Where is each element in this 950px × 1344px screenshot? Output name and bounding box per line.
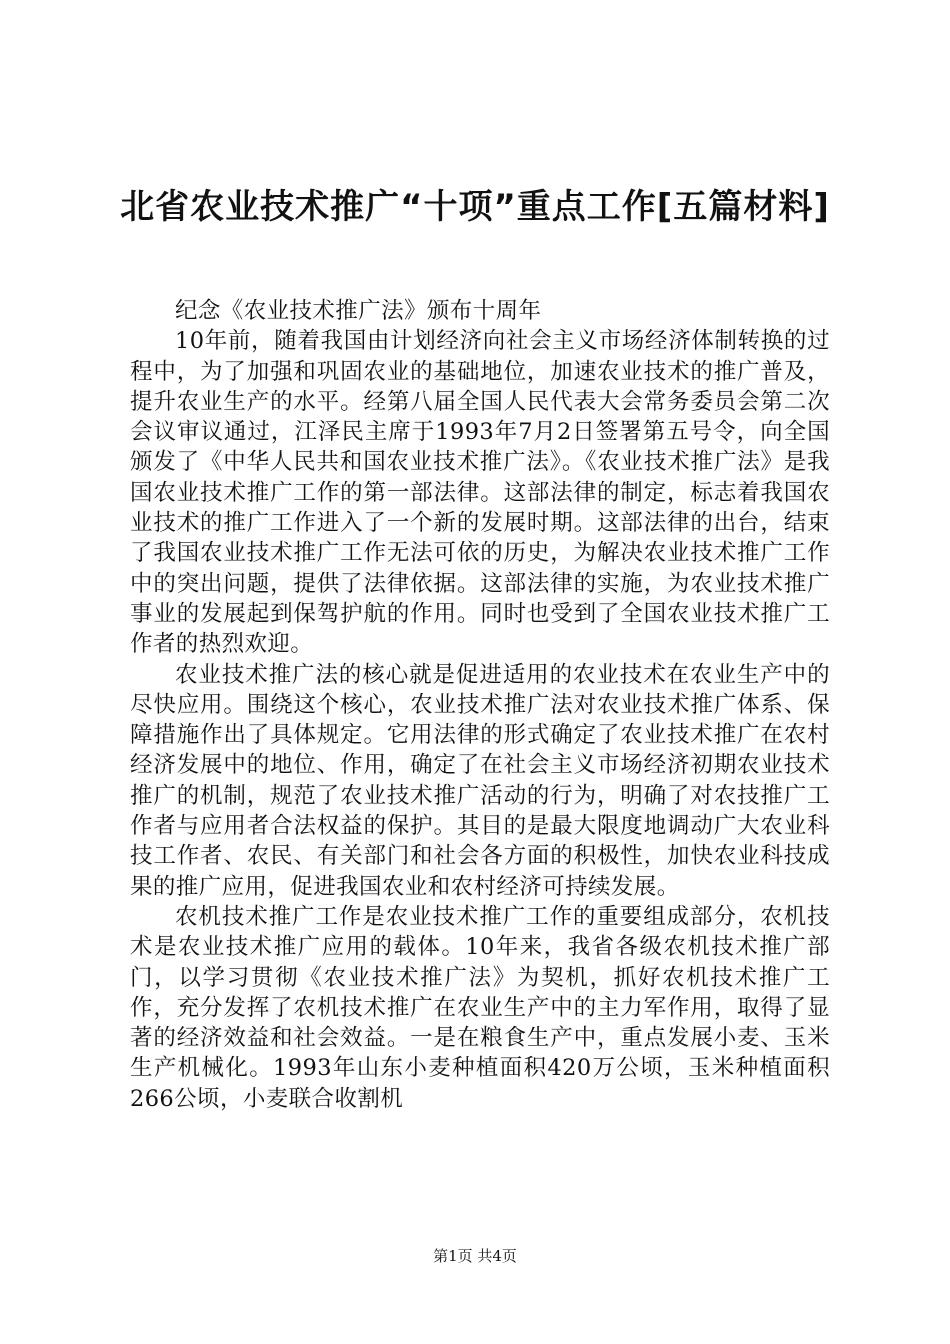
paragraph: 农业技术推广法的核心就是促进适用的农业技术在农业生产中的尽快应用。围绕这个核心，农业技术推广法对农业技术推广体系、保障措施作出了具体规定。它用法律的形式确定了农业技术推广在农村经济发展中的地位、作用，确定了在社会主义市场经济初期农业技术推广的机制，规范了农业技术推广活动的行为，明确了对农技推广工作者与应用者合法权益的保护。其目的是最大限度地调动广大农业科技工作者、农民、有关部门和社会各方面的积极性，加快农业科技成果的推广应用，促进我国农业和农村经济可持续发展。 [130,661,830,900]
paragraph: 农机技术推广工作是农业技术推广工作的重要组成部分，农机技术是农业技术推广应用的载体。10年来，我省各级农机技术推广部门，以学习贯彻《农业技术推广法》为契机，抓好农机技术推广工作，充分发挥了农机技术推广在农业生产中的主力军作用，取得了显著的经济效益和社会效益。一是在粮食生产中，重点发展小麦、玉米生产机械化。1993年山东小麦种植面积420万公顷，玉米种植面积266公顷，小麦联合收割机 [130,903,830,1112]
page-number-footer: 第1页 共4页 [433,1247,517,1265]
document-title: 北省农业技术推广“十项”重点工作[五篇材料] [120,187,830,227]
document-body [130,296,830,1114]
paragraph: 10年前，随着我国由计划经济向社会主义市场经济体制转换的过程中，为了加强和巩固农业的基础地位，加速农业技术的推广普及，提升农业生产的水平。经第八届全国人民代表大会常务委员会第二次会议审议通过，江泽民主席于1993年7月2日签署第五号令，向全国颁发了《中华人民共和国农业技术推广法》。《农业技术推广法》是我国农业技术推广工作的第一部法律。这部法律的制定，标志着我国农业技术的推广工作进入了一个新的发展时期。这部法律的出台，结束了我国农业技术推广工作无法可依的历史，为解决农业技术推广工作中的突出问题，提供了法律依据。这部法律的实施，为农业技术推广事业的发展起到保驾护航的作用。同时也受到了全国农业技术推广工作者的热烈欢迎。 [130,328,830,658]
paragraph-subtitle: 纪念《农业技术推广法》颁布十周年 [175,298,542,324]
